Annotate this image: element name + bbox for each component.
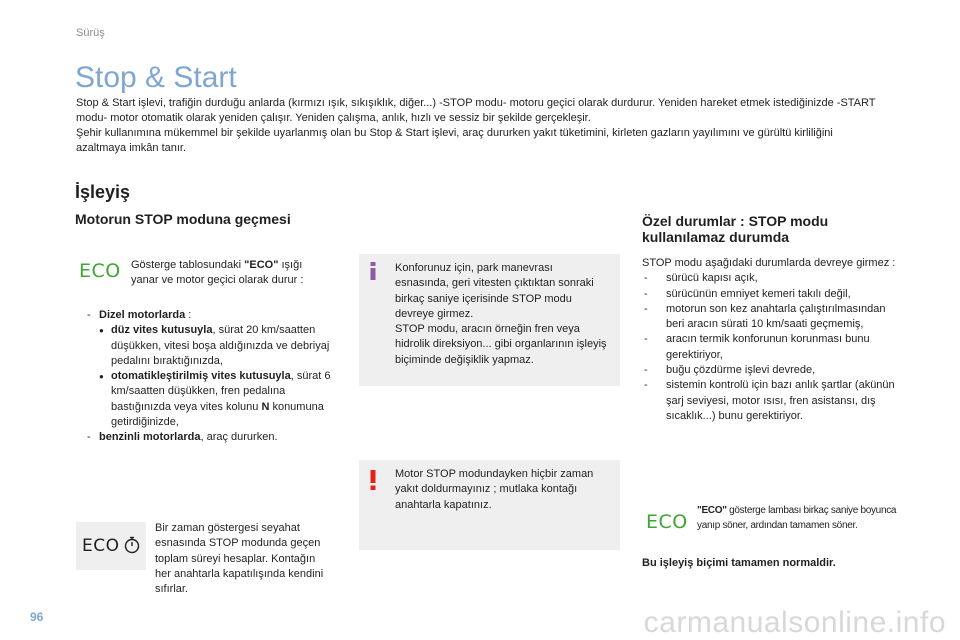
warning-exclamation-icon [368, 470, 378, 490]
list-item: - sürücü kapısı açık, [642, 271, 900, 286]
warning-text: Motor STOP modundayken hiçbir zaman yakıt doldurmayınız ; mutlaka kontağı anahtarla kapatınız. [395, 468, 594, 511]
eco-indicator-text: Gösterge tablosundaki "ECO" ışığı yanar ve motor geçici olarak durur : [131, 259, 304, 287]
stopwatch-icon [124, 536, 140, 554]
info-line-2: STOP modu, aracın örneğin fren veya hidrolik direksiyon... gibi organlarının işleyiş biçiminde değişiklik yapmaz. [395, 323, 607, 366]
info-icon [367, 262, 379, 280]
eco-blink-icon: ECO [646, 511, 688, 533]
stop-mode-heading: Motorun STOP moduna geçmesi [75, 211, 291, 227]
info-box-text [395, 261, 607, 368]
engine-conditions-list [87, 308, 337, 446]
list-item: - sürücünün emniyet kemeri takılı değil, [642, 287, 900, 302]
diesel-item: - Dizel motorlarda : ● düz vites kutusuyla, sürat 20 km/saatten düşükken, vitesi boşa aldığınızda ve debriyaj pedalını bıraktığınızda, ● otomatikleştirilmiş vites kutusuyla, sürat 6 km/saatten düşükken, fren pedalına bastığınızda veya vites kolunu N konumuna getirdiğinizde, [87, 308, 337, 430]
manual-gearbox-item: ● düz vites kutusuyla, sürat 20 km/saatten düşükken, vitesi boşa aldığınızda ve debriyaj pedalını bıraktığınızda, [99, 323, 337, 369]
special-cases-list [642, 256, 900, 424]
watermark: carmanualsonline.info [643, 606, 946, 639]
auto-gearbox-item: ● otomatikleştirilmiş vites kutusuyla, sürat 6 km/saatten düşükken, fren pedalına bastığınızda veya vites kolunu N konumuna getirdiğinizde, [99, 369, 337, 430]
page-number: 96 [30, 610, 44, 624]
section-label: Sürüş [76, 27, 105, 39]
eco-blink-note: "ECO" gösterge lambası birkaç saniye boyunca yanıp söner, ardından tamamen söner. [697, 505, 897, 531]
special-cases-items [642, 271, 900, 424]
special-cases-heading: Özel durumlar : STOP modu kullanılamaz durumda [642, 213, 829, 245]
intro-paragraph-2: Şehir kullanımına mükemmel bir şekilde uyarlanmış olan bu Stop & Start işlevi, araç dururken yakıt tüketimini, kirleten gazların yayılımını ve gürültü kirliliğini azaltmaya imkân tanır. [76, 127, 833, 154]
special-cases-intro: STOP modu aşağıdaki durumlarda devreye girmez : [642, 257, 896, 269]
eco-timer-icon: ECO [82, 536, 140, 556]
intro-paragraph-1: Stop & Start işlevi, trafiğin durduğu anlarda (kırmızı ışık, sıkışıklık, diğer...) -STOP modu- motoru geçici olarak durdurur. Yeniden hareket etmek istediğinizde -START modu- motor otomatik olarak yeniden çalışır. Yeniden çalışma, anlık, hızlı ve sessiz bir şekilde gerçekleşir. [76, 97, 876, 124]
page-title: Stop & Start [75, 61, 237, 94]
list-item: - motorun son kez anahtarla çalıştırılmasından beri aracın sürati 10 km/saati geçmemiş, [642, 302, 900, 333]
eco-indicator-icon: ECO [79, 260, 121, 282]
info-line-1: Konforunuz için, park manevrası esnasında, geri vitesten çıktıktan sonraki birkaç saniye içerisinde STOP modu devreye girmez. [395, 262, 594, 320]
list-item: - sistemin kontrolü için bazı anlık şartlar (akünün şarj seviyesi, motor ısısı, fren asistansı, dış sıcaklık...) bunu gerektiriyor. [642, 378, 900, 424]
petrol-item: - benzinli motorlarda, araç dururken. [87, 431, 278, 444]
normal-operation-note: Bu işleyiş biçimi tamamen normaldir. [642, 557, 836, 569]
list-item: - aracın termik konforunun korunması bunu gerektiriyor, [642, 332, 900, 363]
eco-timer-text: Bir zaman göstergesi seyahat esnasında STOP modunda geçen toplam süreyi hesaplar. Kontağın her anahtarla kapatılışında kendini sıfırlar. [155, 522, 324, 596]
intro-text [76, 96, 886, 156]
operation-heading: İşleyiş [75, 182, 131, 202]
eco-timer-box [76, 522, 146, 570]
list-item: - buğu çözdürme işlevi devrede, [642, 363, 900, 378]
